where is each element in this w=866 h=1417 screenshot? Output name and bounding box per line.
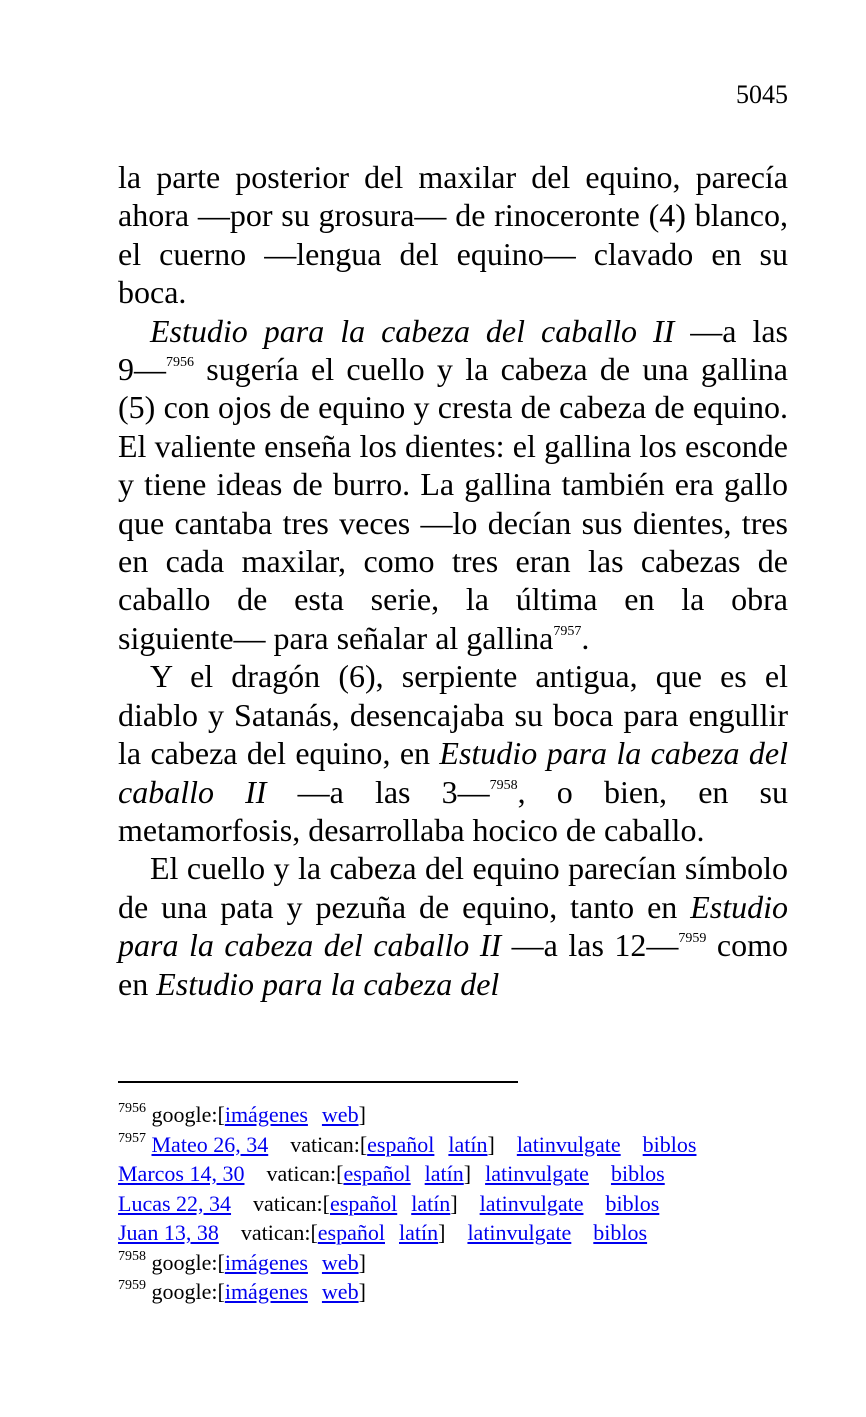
footnote-label: vatican:[: [253, 1190, 330, 1216]
latinvulgate-link[interactable]: latinvulgate: [479, 1190, 584, 1216]
footnote-ref-7959: 7959: [678, 931, 707, 947]
bible-ref-link[interactable]: Juan 13, 38: [118, 1220, 219, 1245]
footnote-label: google:[: [151, 1279, 225, 1304]
paragraph-text: .: [581, 619, 590, 656]
footnote-label: ]: [487, 1131, 495, 1157]
vatican-latin-link[interactable]: latín: [448, 1131, 488, 1157]
paragraph-4: [118, 849, 788, 1003]
footnote-label: ]: [438, 1220, 446, 1245]
paragraph-1: la parte posterior del maxilar del equino, parecía ahora ―por su grosura― de rinoceronte (4) blanco, el cuerno ―lengua del equino― clavado en su boca.: [118, 159, 788, 311]
vatican-espanol-link[interactable]: español: [343, 1161, 411, 1186]
footnote-7957-line-4: [118, 1218, 818, 1248]
footnote-label: ]: [358, 1249, 366, 1275]
latinvulgate-link[interactable]: latinvulgate: [467, 1220, 572, 1245]
paragraph-2: [118, 312, 788, 658]
footnote-7957-line-3: [118, 1189, 818, 1219]
biblos-link[interactable]: biblos: [593, 1220, 648, 1245]
footnote-ref-7956: 7956: [166, 355, 194, 371]
footnote-label: google:[: [151, 1102, 225, 1127]
vatican-espanol-link[interactable]: español: [367, 1131, 435, 1157]
footnote-ref-7957: 7957: [553, 623, 582, 639]
vatican-espanol-link[interactable]: español: [317, 1220, 385, 1245]
google-web-link[interactable]: web: [321, 1102, 359, 1127]
footnote-7957: [118, 1130, 818, 1160]
footnote-ref-7958: 7958: [489, 777, 518, 793]
footnote-label: vatican:[: [266, 1161, 344, 1186]
latinvulgate-link[interactable]: latinvulgate: [485, 1161, 589, 1186]
artwork-title: Estudio para la cabeza del caballo II: [150, 312, 675, 349]
bible-ref-link[interactable]: Marcos 14, 30: [118, 1161, 245, 1186]
paragraph-text: ―a las 12―: [501, 927, 679, 964]
paragraph-text: ―a las 9―: [118, 312, 788, 388]
paragraph-text: Y el dragón (6), serpiente antigua, que es el diablo y Satanás, desencajaba su boca para engullir la cabeza del equino, en: [118, 658, 788, 772]
footnote-number: 7956: [118, 1101, 146, 1116]
body-text: [118, 158, 788, 1003]
google-images-link[interactable]: imágenes: [224, 1102, 308, 1127]
google-images-link[interactable]: imágenes: [224, 1249, 308, 1275]
footnote-label: ]: [358, 1102, 366, 1127]
biblos-link[interactable]: biblos: [642, 1131, 697, 1157]
paragraph-3: [118, 657, 788, 849]
vatican-latin-link[interactable]: latín: [399, 1220, 439, 1245]
latinvulgate-link[interactable]: latinvulgate: [516, 1131, 621, 1157]
footnote-number: 7959: [118, 1278, 146, 1293]
footnote-label: ]: [358, 1279, 366, 1304]
paragraph-text: ―a las 3―: [266, 773, 490, 810]
page-number: 5045: [736, 80, 788, 109]
google-web-link[interactable]: web: [321, 1249, 359, 1275]
footnote-label: ]: [450, 1190, 458, 1216]
footnote-7958: [118, 1248, 818, 1278]
footnote-7959: [118, 1277, 818, 1307]
google-images-link[interactable]: imágenes: [224, 1279, 308, 1304]
footnote-label: google:[: [151, 1249, 225, 1275]
biblos-link[interactable]: biblos: [605, 1190, 660, 1216]
footnotes: [118, 1100, 818, 1307]
vatican-espanol-link[interactable]: español: [330, 1190, 398, 1216]
footnote-number: 7958: [118, 1248, 146, 1264]
vatican-latin-link[interactable]: latín: [411, 1190, 451, 1216]
artwork-title: Estudio para la cabeza del: [156, 965, 500, 1002]
bible-ref-link[interactable]: Lucas 22, 34: [118, 1190, 232, 1216]
paragraph-text: , o bien, en su metamorfosis, desarrollaba hocico de caballo.: [118, 773, 789, 848]
footnote-7956: [118, 1100, 818, 1130]
google-web-link[interactable]: web: [321, 1279, 359, 1304]
paragraph-text: El cuello y la cabeza del equino parecían símbolo de una pata y pezuña de equino, tanto en: [118, 850, 788, 925]
bible-ref-link[interactable]: Mateo 26, 34: [151, 1131, 269, 1157]
footnote-7957-line-2: [118, 1159, 818, 1189]
vatican-latin-link[interactable]: latín: [424, 1161, 464, 1186]
footnote-label: vatican:[: [290, 1131, 368, 1157]
paragraph-text: sugería el cuello y la cabeza de una gallina (5) con ojos de equino y cresta de cabeza de equino. El valiente enseña los dientes: el gallina los esconde y tiene ideas de burro. La gallina también era gallo que cantaba tres veces ―lo decían sus dientes, tres en cada maxilar, como tres eran las cabezas de caballo de esta serie, la última en la obra siguiente― para señalar al gallina: [118, 351, 788, 656]
footnote-divider: [118, 1081, 518, 1083]
footnote-label: ]: [463, 1161, 472, 1186]
footnote-number: 7957: [118, 1130, 146, 1146]
artwork-title: Estudio para la cabeza del caballo II: [118, 888, 788, 964]
footnote-label: vatican:[: [240, 1220, 318, 1245]
paragraph-text: como en: [118, 927, 789, 1002]
artwork-title: Estudio para la cabeza del caballo II: [118, 735, 789, 810]
biblos-link[interactable]: biblos: [610, 1161, 665, 1186]
